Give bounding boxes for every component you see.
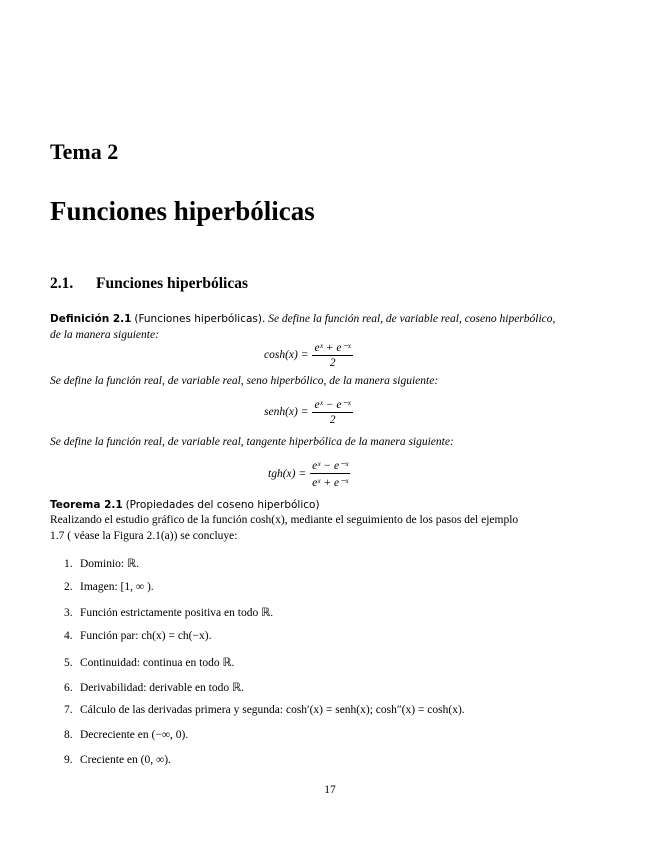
list-item-text: Imagen: [1, ∞ ). bbox=[80, 580, 154, 593]
chapter-heading: Tema 2 bbox=[50, 139, 119, 164]
list-item bbox=[64, 704, 465, 716]
tgh-denominator: eˣ + e⁻ˣ bbox=[312, 477, 349, 489]
cosh-lhs: cosh(x) = bbox=[264, 348, 309, 361]
list-item-text: Decreciente en (−∞, 0). bbox=[80, 728, 189, 741]
list-item-number: 7. bbox=[64, 704, 73, 717]
list-item-number: 6. bbox=[64, 681, 73, 694]
definition-text-2: Se define la función real, de variable real, seno hiperbólico, de la manera siguiente: bbox=[50, 375, 439, 387]
senh-numerator: eˣ − e⁻ˣ bbox=[314, 399, 351, 411]
list-item bbox=[64, 680, 244, 694]
list-item-number: 1. bbox=[64, 558, 73, 570]
list-item-text: Función par: ch(x) = ch(−x). bbox=[80, 630, 212, 643]
definition-label: Definición 2.1 bbox=[50, 313, 132, 325]
list-item-text: Continuidad: continua en todo ℝ. bbox=[80, 656, 235, 669]
list-item-text: Función estrictamente positiva en todo ℝ. bbox=[80, 607, 274, 620]
list-item bbox=[64, 754, 171, 766]
list-item-text: Cálculo de las derivadas primera y segunda: cosh′(x) = senh(x); cosh″(x) = cosh(x). bbox=[80, 704, 465, 717]
theorem-heading bbox=[50, 497, 320, 513]
page-number: 17 bbox=[324, 784, 336, 796]
list-item-text: Dominio: ℝ. bbox=[80, 558, 139, 570]
senh-equation bbox=[264, 397, 353, 426]
tgh-lhs: tgh(x) = bbox=[268, 467, 307, 480]
list-item-text: Derivabilidad: derivable en todo ℝ. bbox=[80, 681, 244, 694]
list-item-number: 5. bbox=[64, 656, 73, 669]
cosh-fraction bbox=[312, 340, 352, 369]
tgh-fraction bbox=[310, 458, 350, 489]
list-item-number: 3. bbox=[64, 607, 73, 620]
definition-text-1b: de la manera siguiente: bbox=[50, 329, 159, 341]
section-number: 2.1. bbox=[50, 275, 74, 292]
list-item bbox=[64, 729, 188, 741]
list-item bbox=[64, 605, 273, 619]
theorem-line-2: 1.7 ( véase la Figura 2.1(a)) se concluye: bbox=[50, 530, 238, 542]
senh-denominator: 2 bbox=[329, 414, 336, 426]
senh-lhs: senh(x) = bbox=[264, 405, 309, 418]
senh-fraction bbox=[312, 397, 352, 426]
definition-text-3: Se define la función real, de variable real, tangente hiperbólica de la manera siguiente: bbox=[50, 436, 454, 448]
tgh-numerator: eˣ − e⁻ˣ bbox=[312, 460, 349, 472]
cosh-equation bbox=[264, 340, 353, 369]
list-item-text: Creciente en (0, ∞). bbox=[80, 753, 171, 766]
cosh-numerator: eˣ + e⁻ˣ bbox=[314, 342, 351, 354]
theorem-label: Teorema 2.1 bbox=[50, 499, 123, 511]
tgh-equation bbox=[268, 458, 350, 489]
theorem-name: (Propiedades del coseno hiperbólico) bbox=[125, 499, 320, 511]
definition-text-1: Se define la función real, de variable real, coseno hiperbólico, bbox=[268, 313, 556, 325]
list-item-number: 8. bbox=[64, 728, 73, 741]
cosh-denominator: 2 bbox=[329, 357, 336, 369]
theorem-line-1: Realizando el estudio gráfico de la función cosh(x), mediante el seguimiento de los pasos del ejemplo bbox=[50, 514, 519, 526]
list-item bbox=[64, 655, 234, 669]
list-item-number: 4. bbox=[64, 630, 73, 643]
list-item bbox=[64, 581, 154, 593]
section-title: Funciones hiperbólicas bbox=[96, 275, 249, 292]
list-item-number: 9. bbox=[64, 753, 73, 766]
chapter-title: Funciones hiperbólicas bbox=[50, 196, 315, 226]
definition-name: (Funciones hiperbólicas). bbox=[134, 313, 266, 325]
section-heading bbox=[50, 275, 248, 293]
list-item bbox=[64, 556, 139, 570]
list-item-number: 2. bbox=[64, 580, 73, 593]
definition-line-1 bbox=[50, 311, 555, 327]
list-item bbox=[64, 630, 211, 642]
